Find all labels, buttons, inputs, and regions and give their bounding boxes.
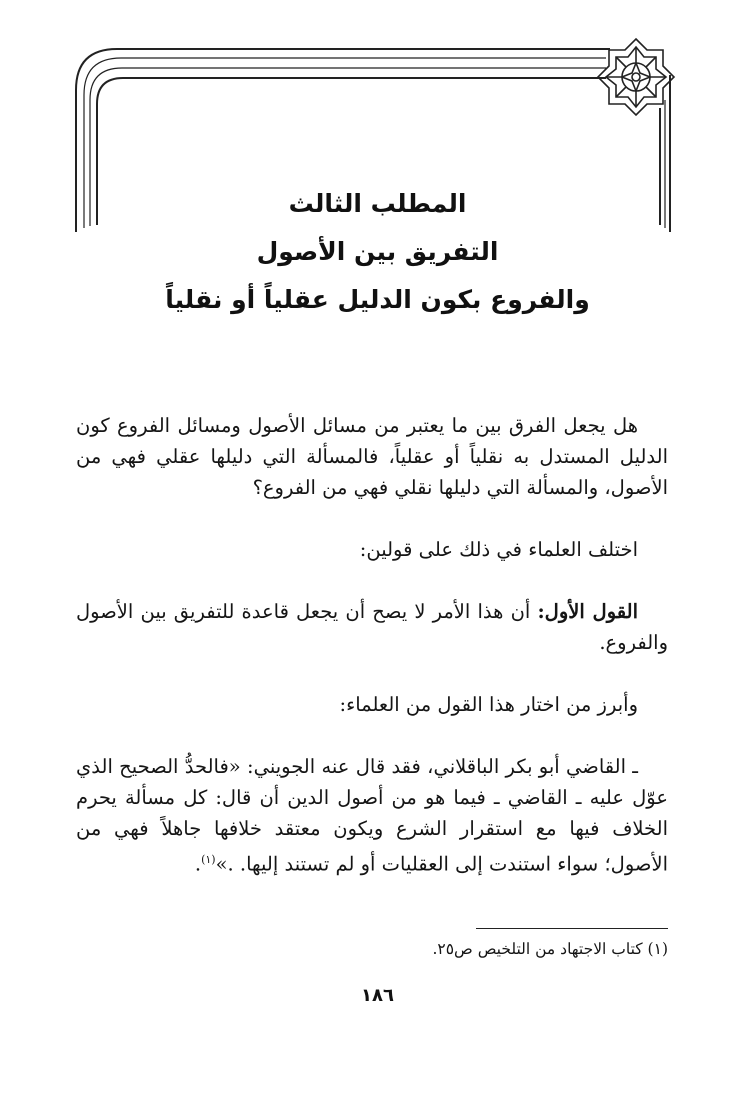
paragraph-5 xyxy=(76,751,668,880)
first-opinion-text: أن هذا الأمر لا يصح أن يجعل قاعدة للتفريق بين الأصول والفروع. xyxy=(76,600,668,654)
paragraph-2: اختلف العلماء في ذلك على قولين: xyxy=(359,538,638,561)
heading-line-3: والفروع بكون الدليل عقلياً أو نقلياً xyxy=(165,285,590,314)
body-text xyxy=(76,410,668,880)
eight-point-star-rosette-icon xyxy=(598,39,674,115)
footnote-divider xyxy=(476,928,668,929)
paragraph-3 xyxy=(76,596,668,658)
page-number: ١٨٦ xyxy=(361,985,394,1006)
quote-text: ـ القاضي أبو بكر الباقلاني، فقد قال عنه الجويني: «فالحدُّ الصحيح الذي عوّل عليه ـ القاضي ـ فيما هو من أصول الدين أن قال: كل مسألة يحرم الخلاف فيها مع استقرار الشرع ويكون معتقد خلافها جاهلاً فهي من الأصول؛ سواء استندت إلى العقليات أو لم تستند إليها. .» xyxy=(76,755,668,876)
section-heading xyxy=(110,180,645,324)
footnote: (١) كتاب الاجتهاد من التلخيص ص٢٥. xyxy=(432,940,668,958)
paragraph-1: هل يجعل الفرق بين ما يعتبر من مسائل الأصول ومسائل الفروع كون الدليل المستدل به نقلياً أو عقلياً، فالمسألة التي دليلها عقلي فهي من الأصول، والمسألة التي دليلها نقلي فهي من الفروع؟ xyxy=(76,414,668,499)
first-opinion-label: القول الأول: xyxy=(537,600,639,623)
heading-line-1: المطلب الثالث xyxy=(288,189,467,218)
quote-end: . xyxy=(194,852,202,876)
footnote-ref: (١) xyxy=(201,853,216,866)
paragraph-4: وأبرز من اختار هذا القول من العلماء: xyxy=(339,693,638,716)
heading-line-2: التفريق بين الأصول xyxy=(256,237,499,266)
